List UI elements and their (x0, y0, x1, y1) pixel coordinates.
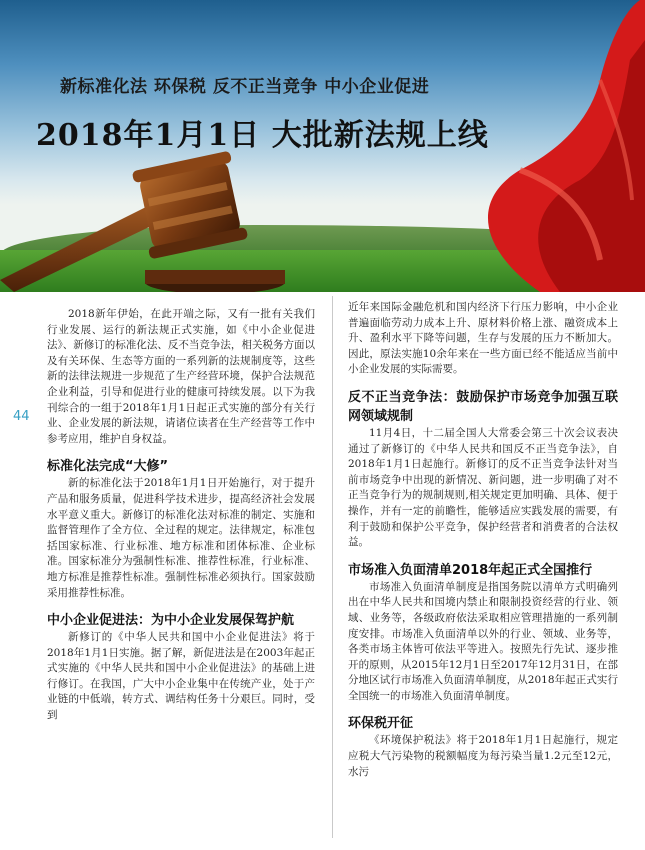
section-heading: 标准化法完成“大修” (47, 459, 169, 475)
section-paragraph: 新的标准化法于2018年1月1日开始施行，对于提升产品和服务质量，促进科学技术进步，提高经济社会发展水平意义重大。新修订的标准化法对标准的制定、实施和监督管理作了全方位、全过程的规定。法律规定，标准包括国家标准、行业标准、地方标准和团体标准、企业标准。国家标准分为强制性标准、推荐性标准，行业标准、地方标准是推荐性标准。强制性标准必须执行。国家鼓励采用推荐性标准。 (47, 477, 315, 599)
section-paragraph: 11月4日，十二届全国人大常委会第三十次会议表决通过了新修订的《中华人民共和国反不正当竞争法》，自2018年1月1日起施行。新修订的反不正当竞争法针对当前市场竞争中出现的新情况、新问题，进一步明确了对不正当竞争行为的规制规则,相关规定更加明确、具体、便于操作，并有一定的前瞻性，能够适应实践发展的需要，有利于鼓励和保护公平竞争，保护经营者和消费者的合法权益。 (348, 426, 618, 549)
right-column (348, 300, 618, 780)
section-heading: 市场准入负面清单2018年起正式全国推行 (348, 562, 593, 578)
section-paragraph: 《环境保护税法》将于2018年1月1日起施行，规定应税大气污染物的税额幅度为每污染当量1.2元至12元，水污 (348, 734, 618, 778)
section-heading: 反不正当竞争法：鼓励保护市场竞争加强互联网领域规制 (348, 389, 618, 424)
header-banner (0, 0, 645, 292)
section-paragraph: 市场准入负面清单制度是指国务院以清单方式明确列出在中华人民共和国境内禁止和限制投资经营的行业、领域、业务等，各级政府依法采取相应管理措施的一系列制度安排。市场准入负面清单以外的行业、领域、业务等，各类市场主体皆可依法平等进入。按照先行先试、逐步推开的原则，从2015年12月1日至2017年12月31日，在部分地区试行市场准入负面清单制度，从2018年起正式实行全国统一的市场准入负面清单制度。 (348, 580, 618, 702)
headline-title: 2018年1月1日 大批新法规上线 (36, 118, 489, 153)
continued-paragraph: 近年来国际金融危机和国内经济下行压力影响，中小企业普遍面临劳动力成本上升、原材料价格上涨、融资成本上升、盈利水平下降等问题，生存与发展的压力不断加大。因此，原法实施10余年来在一些方面已经不能适应当前中小企业发展的实际需要。 (348, 301, 618, 376)
section-paragraph: 新修订的《中华人民共和国中小企业促进法》将于2018年1月1日实施。据了解，新促进法是在2003年起正式实施的《中华人民共和国中小企业促进法》的基础上进行修订。在我国，广大中小企业集中在传统产业，处于产业链的中低端，转方式、调结构任务十分艰巨。同时，受到 (47, 631, 315, 722)
column-divider (332, 296, 333, 838)
page-number: 44 (13, 409, 30, 424)
left-column (47, 307, 315, 724)
headline-subtitle: 新标准化法 环保税 反不正当竞争 中小企业促进 (60, 77, 430, 97)
section-heading: 环保税开征 (348, 716, 414, 732)
section-heading: 中小企业促进法：为中小企业发展保驾护航 (47, 613, 295, 629)
intro-paragraph: 2018新年伊始，在此开端之际，又有一批有关我们行业发展、运行的新法规正式实施，如《中小企业促进法》、新修订的标准化法、反不当竞争法，相关税务方面以及有关环保、生态等方面的一系列新的法规制度等，这些新的法律法规进一步规范了生产经营环境，保护合法规范企业利益，引导和促进行业的健康可持续发展。以下为我刊综合的一组于2018年1月1日起正式实施的部分有关行业、企业发展的新法规，请诸位读者在生产经营等工作中参考应用，维护自身权益。 (47, 308, 315, 445)
